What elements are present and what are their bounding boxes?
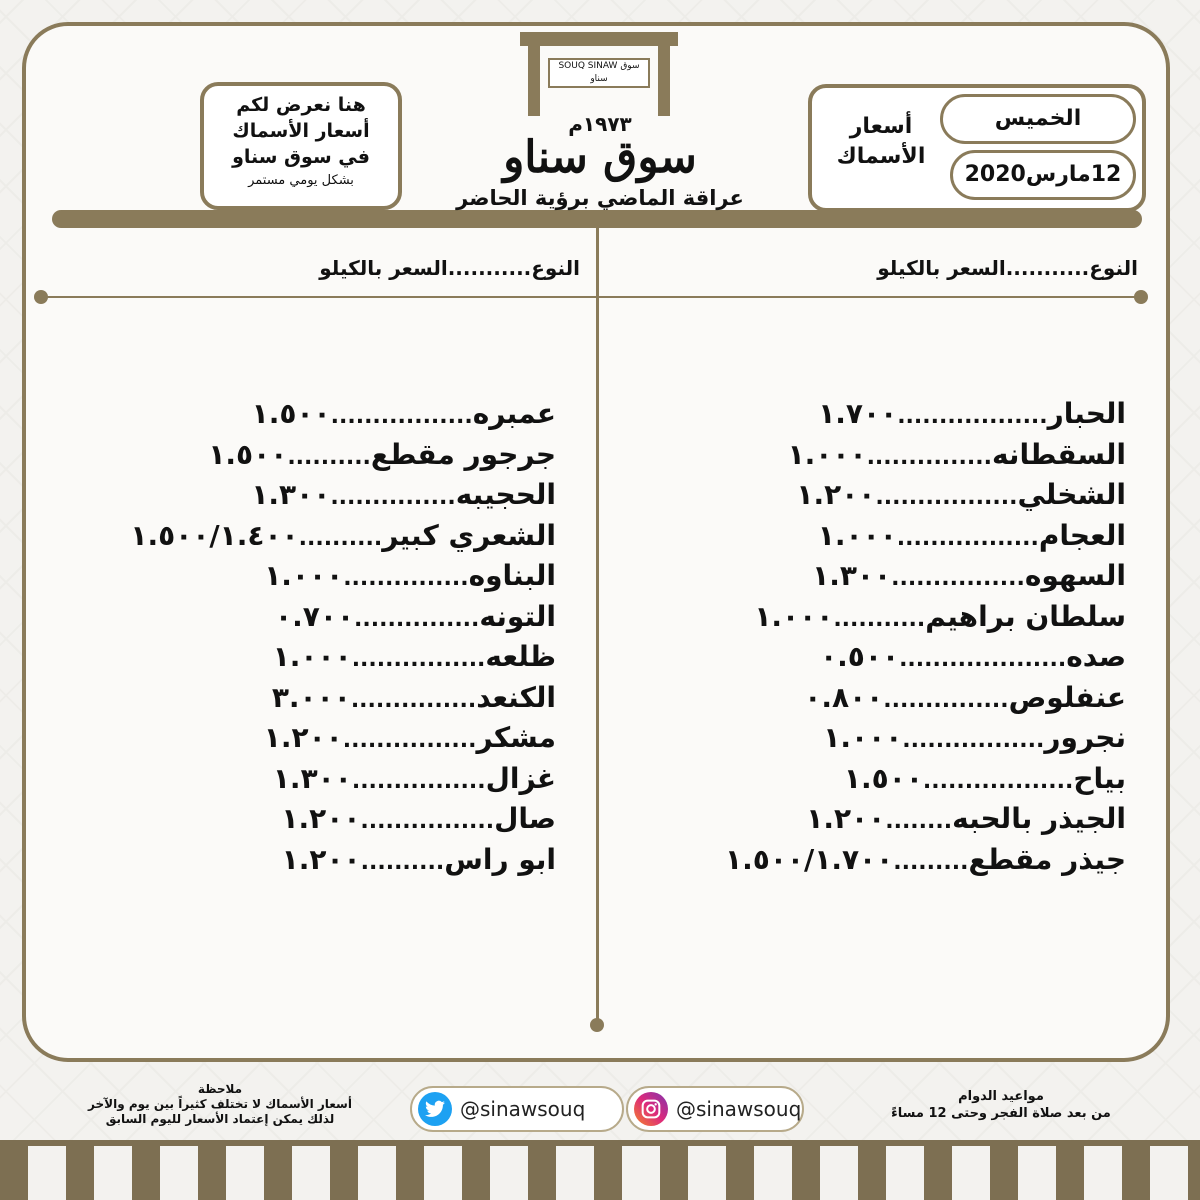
logo-slogan: عراقة الماضي برؤية الحاضر: [456, 186, 744, 210]
twitter-icon: [418, 1092, 452, 1126]
list-item: الشخلي.................١.٢٠٠: [796, 478, 1126, 511]
list-item: السهوه................١.٣٠٠: [812, 559, 1126, 592]
date-badge: 12مارس2020: [950, 150, 1136, 200]
note-line: لذلك يمكن إعتماد الأسعار لليوم السابق: [105, 1112, 335, 1126]
gate-icon: [520, 32, 678, 124]
list-item: جيذر مقطع.........١.٥٠٠/١.٧٠٠: [725, 842, 1126, 876]
list-item: عنفلوص...............٠.٨٠٠: [804, 680, 1126, 714]
list-item: البناوه...............١.٠٠٠: [264, 559, 556, 592]
day-badge: الخميس: [940, 94, 1136, 144]
list-item: سلطان براهيم...........١.٠٠٠: [754, 599, 1126, 633]
twitter-handle: @sinawsouq: [460, 1097, 586, 1121]
list-item: بياح..................١.٥٠٠: [843, 761, 1126, 795]
logo-brand: سوق سناو: [503, 132, 697, 183]
list-item: مشكر................١.٢٠٠: [263, 721, 556, 754]
arch-pattern: [0, 1146, 1200, 1200]
instagram-handle: @sinawsouq: [676, 1097, 802, 1121]
intro-panel: [200, 82, 402, 210]
line-end-dot: [1134, 290, 1148, 304]
note-line: أسعار الأسماك لا تختلف كثيراً بين يوم والآخر: [88, 1097, 352, 1111]
list-item: الكنعد...............٣.٠٠٠: [271, 680, 556, 714]
intro-line: هنا نعرض لكم: [236, 94, 366, 116]
hours-title: مواعيد الدوام: [958, 1089, 1044, 1104]
intro-line: في سوق سناو: [232, 146, 370, 168]
list-item: العجام.................١.٠٠٠: [817, 518, 1126, 552]
line-end-dot: [34, 290, 48, 304]
intro-small: بشكل يومي مستمر: [248, 173, 354, 188]
souq-sinaw-logo: [450, 28, 750, 212]
instagram-icon: [634, 1092, 668, 1126]
list-item: ظلعه................١.٠٠٠: [272, 640, 556, 673]
list-item: السقطانه...............١.٠٠٠: [787, 437, 1126, 471]
instagram-link[interactable]: [626, 1086, 804, 1132]
list-item: عمبره.................١.٥٠٠: [251, 397, 556, 430]
list-item: ابو راس..........١.٢٠٠: [281, 842, 556, 876]
board-title: أسعار الأسماك: [836, 114, 926, 169]
right-column-header: النوع...........السعر بالكيلو: [877, 256, 1138, 280]
note-title: ملاحظة: [197, 1082, 243, 1096]
intro-line: أسعار الأسماك: [232, 120, 370, 142]
list-item: صده....................٠.٥٠٠: [820, 640, 1126, 673]
right-price-list: [606, 394, 1126, 880]
column-divider: [596, 224, 599, 1024]
left-price-list: [36, 394, 556, 880]
hours-block: [856, 1088, 1146, 1122]
note-block: [50, 1082, 390, 1127]
logo-sign: SOUQ SINAW سوق سناو: [548, 58, 650, 88]
column-header-line: [40, 296, 1140, 298]
left-column-header: النوع...........السعر بالكيلو: [319, 256, 580, 280]
list-item: الحجيبه...............١.٣٠٠: [251, 478, 556, 511]
list-item: التونه...............٠.٧٠٠: [275, 599, 556, 633]
list-item: نجرور.................١.٠٠٠: [823, 721, 1126, 754]
line-end-dot: [590, 1018, 604, 1032]
list-item: صال................١.٢٠٠: [281, 802, 556, 835]
hours-text: من بعد صلاة الفجر وحتى 12 مساءً: [891, 1106, 1111, 1121]
list-item: جرجور مقطع..........١.٥٠٠: [208, 437, 556, 471]
list-item: الجيذر بالحبه........١.٢٠٠: [806, 802, 1126, 835]
list-item: الشعري كبير..........١.٥٠٠/١.٤٠٠: [130, 518, 556, 552]
list-item: الحبار..................١.٧٠٠: [818, 397, 1126, 430]
list-item: غزال................١.٣٠٠: [272, 761, 556, 795]
twitter-link[interactable]: [410, 1086, 624, 1132]
logo-year: ١٩٧٣م: [568, 112, 632, 136]
